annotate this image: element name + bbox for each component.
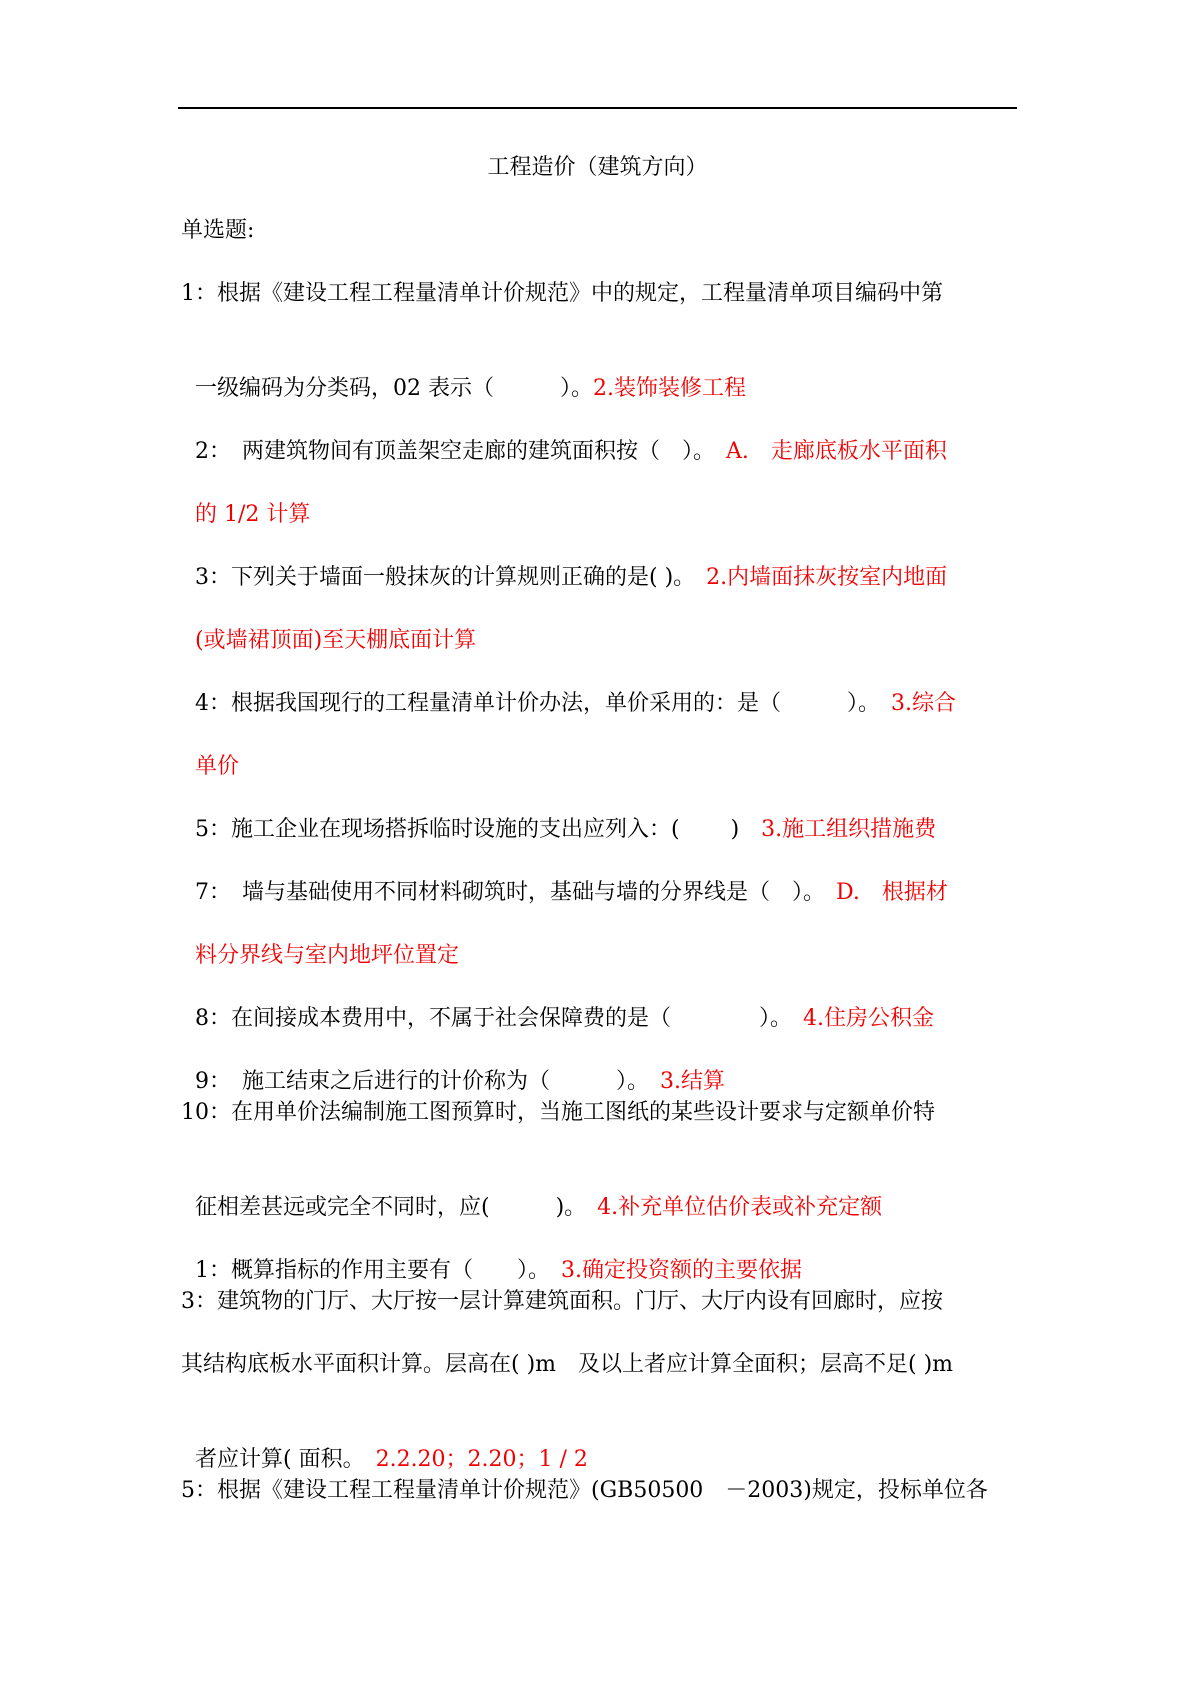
question-line — [181, 845, 1021, 909]
answer-text: (或墙裙顶面)至天棚底面计算 — [195, 628, 477, 653]
question-line — [181, 1034, 1021, 1098]
answer-text: D. 根据材 — [836, 880, 948, 905]
question-text: 3：下列关于墙面一般抹灰的计算规则正确的是( )。 — [195, 565, 707, 590]
question-line — [181, 1223, 1021, 1287]
header-rule — [178, 107, 1017, 109]
answer-line — [181, 467, 1021, 531]
question-text: 10：在用单价法编制施工图预算时，当施工图纸的某些设计要求与定额单价特 — [181, 1100, 935, 1125]
question-text: 其结构底板水平面积计算。层高在( )m 及以上者应计算全面积；层高不足( )m — [181, 1352, 954, 1377]
question-text: 1：根据《建设工程工程量清单计价规范》中的规定，工程量清单项目编码中第 — [181, 281, 943, 306]
question-text: 4：根据我国现行的工程量清单计价办法，单价采用的：是（ ）。 — [195, 691, 891, 716]
answer-text: 3.综合 — [891, 691, 956, 716]
question-line — [181, 1160, 1021, 1224]
question-line — [181, 1286, 1021, 1318]
question-line — [181, 971, 1021, 1035]
section-label: 单选题: — [181, 218, 255, 243]
question-text: 5：施工企业在现场搭拆临时设施的支出应列入：( ) — [195, 817, 762, 842]
answer-text: 3.施工组织措施费 — [761, 817, 937, 842]
answer-text: A. 走廊底板水平面积 — [726, 439, 947, 464]
answer-text: 料分界线与室内地坪位置定 — [195, 943, 460, 968]
question-text: 5：根据《建设工程工程量清单计价规范》(GB50500 －2003)规定，投标单位各 — [181, 1478, 988, 1503]
question-line — [181, 782, 1021, 846]
question-line — [181, 341, 1021, 405]
question-text: 3：建筑物的门厅、大厅按一层计算建筑面积。门厅、大厅内设有回廊时，应按 — [181, 1289, 943, 1314]
page-title: 工程造价（建筑方向） — [487, 155, 708, 180]
answer-text: 2.装饰装修工程 — [593, 376, 746, 401]
question-line — [181, 1349, 1021, 1381]
answer-line — [181, 908, 1021, 972]
question-text: 8：在间接成本费用中，不属于社会保障费的是（ ）。 — [195, 1006, 803, 1031]
question-line — [181, 1412, 1021, 1476]
question-text: 1：概算指标的作用主要有（ ）。 — [195, 1258, 561, 1283]
question-line — [181, 1097, 1021, 1129]
question-line — [181, 656, 1021, 720]
answer-text: 2.内墙面抹灰按室内地面 — [706, 565, 948, 590]
question-text: 7： 墙与基础使用不同材料砌筑时，基础与墙的分界线是（ ）。 — [195, 880, 836, 905]
answer-text: 2.2.20；2.20；1 / 2 — [375, 1447, 588, 1472]
question-line — [181, 530, 1021, 594]
question-text: 者应计算( 面积。 — [195, 1447, 376, 1472]
question-line — [181, 404, 1021, 468]
answer-text: 4.住房公积金 — [803, 1006, 934, 1031]
answer-text: 3.确定投资额的主要依据 — [561, 1258, 802, 1283]
answer-text: 4.补充单位估价表或补充定额 — [597, 1195, 883, 1220]
question-text: 一级编码为分类码，02 表示（ ）。 — [195, 376, 593, 401]
question-line — [181, 278, 1021, 310]
answer-text: 3.结算 — [660, 1069, 725, 1094]
question-text: 2： 两建筑物间有顶盖架空走廊的建筑面积按（ ）。 — [195, 439, 726, 464]
answer-line — [181, 593, 1021, 657]
question-text: 征相差甚远或完全不同时，应( )。 — [195, 1195, 598, 1220]
answer-line — [181, 719, 1021, 783]
question-line — [181, 1475, 1021, 1507]
answer-text: 的 1/2 计算 — [195, 502, 311, 527]
answer-text: 单价 — [195, 754, 240, 779]
question-text: 9： 施工结束之后进行的计价称为（ ）。 — [195, 1069, 660, 1094]
